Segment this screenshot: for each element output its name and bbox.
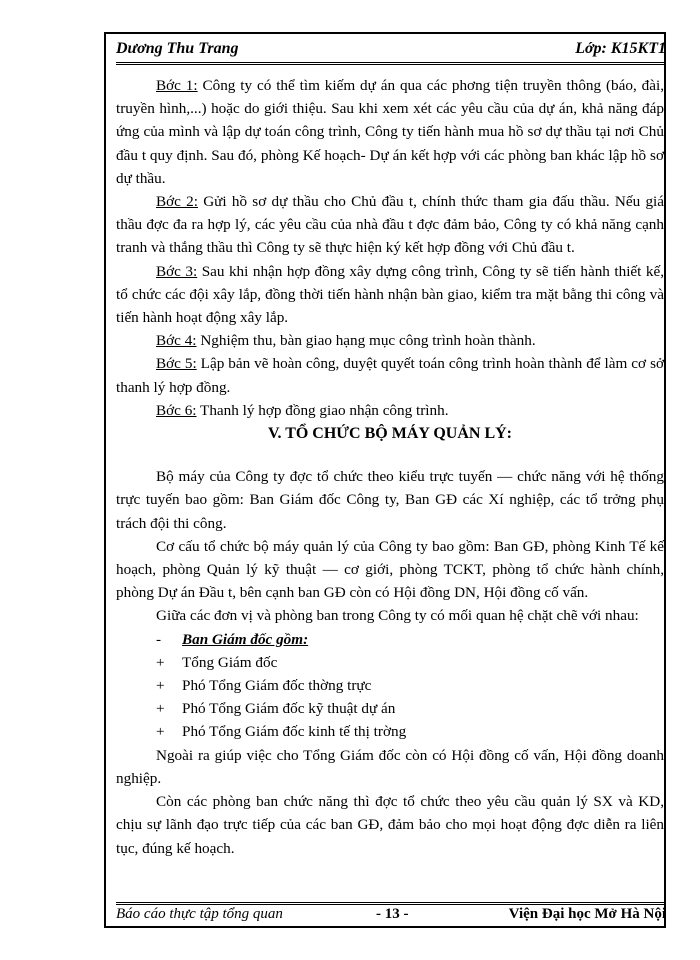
step-paragraph: [116, 190, 664, 260]
step-paragraph: [116, 260, 664, 330]
page-footer: [116, 906, 666, 928]
step-paragraph: [116, 352, 664, 398]
dash-marker: -: [156, 630, 162, 648]
plus-marker: +: [156, 723, 165, 741]
step-text: Sau khi nhận hợp đồng xây dựng công trình, Công ty sẽ tiến hành thiết kế, tổ chức các đội xây lắp, đồng thời tiến hành nhận bàn giao, kiểm tra mặt bằng thi công và tiến hành hoạt động xây lắp.: [116, 262, 664, 327]
step-text: Lập bản vẽ hoàn công, duyệt quyết toán công trình hoàn thành để làm cơ sở thanh lý hợp đồng.: [116, 355, 665, 396]
body-paragraph: Ngoài ra giúp việc cho Tổng Giám đốc còn có Hội đồng cố vấn, Hội đồng doanh nghiệp.: [116, 746, 664, 787]
footer-institution: Viện Đại học Mở Hà Nội: [508, 906, 666, 922]
step-label: Bớc 3:: [156, 262, 198, 280]
page-body: [116, 74, 664, 860]
footer-report-title: Báo cáo thực tập tổng quan: [116, 906, 283, 922]
body-paragraph: Cơ cấu tổ chức bộ máy quản lý của Công ty bao gồm: Ban GĐ, phòng Kinh Tế kế hoạch, phòng Quản lý kỹ thuật — cơ giới, phòng TCKT, phòng tổ chức hành chính, phòng Dự án Đầu t, bên cạnh ban GĐ còn có Hội đồng DN, Hội đồng cố vấn.: [116, 537, 664, 602]
step-label: Bớc 6:: [156, 401, 197, 419]
list-item: [156, 697, 664, 720]
header-author: Dương Thu Trang: [116, 40, 239, 57]
body-paragraph: Còn các phòng ban chức năng thì đợc tổ chức theo yêu cầu quản lý SX và KD, chịu sự lãnh đạo trực tiếp của các ban GĐ, đảm bảo cho mọi hoạt động đợc diễn ra liên tục, đúng kế hoạch.: [116, 793, 664, 857]
section-title: V. TỔ CHỨC BỘ MÁY QUẢN LÝ:: [267, 425, 512, 443]
step-label: Bớc 2:: [156, 193, 198, 211]
list-item: [156, 720, 664, 743]
step-paragraph: [116, 329, 664, 352]
step-label: Bớc 4:: [156, 332, 197, 350]
board-heading: Ban Giám đốc gồm:: [182, 630, 309, 648]
plus-marker: +: [156, 677, 165, 695]
body-paragraph: Bộ máy của Công ty đợc tổ chức theo kiểu trực tuyến — chức năng với hệ thống trực tuyến bao gồm: Ban Giám đốc Công ty, Ban GĐ các Xí nghiệp, các tổ trởng phụ trách đội thi công.: [116, 468, 664, 532]
step-text: Thanh lý hợp đồng giao nhận công trình.: [196, 401, 449, 419]
step-paragraph: [116, 74, 664, 190]
list-item-text: Phó Tổng Giám đốc kỹ thuật dự án: [182, 700, 396, 718]
list-item: [156, 651, 664, 674]
spacer: [116, 445, 664, 465]
page-number: - 13 -: [376, 906, 409, 922]
list-item-text: Tổng Giám đốc: [182, 653, 278, 671]
step-label: Bớc 5:: [156, 355, 197, 373]
step-paragraph: [116, 399, 664, 422]
list-item-text: Phó Tổng Giám đốc thờng trực: [182, 677, 372, 695]
step-text: Gửi hồ sơ dự thầu cho Chủ đầu t, chính thức tham gia đấu thầu. Nếu giá thầu đợc đa ra hợp lý, các yêu cầu của nhà đầu t đợc đảm bảo, Công ty có khả năng cạnh tranh và thắng thầu thì Công ty sẽ thực hiện ký kết hợp đồng với Chủ đầu t.: [116, 193, 664, 257]
step-label: Bớc 1:: [156, 77, 198, 94]
body-paragraph: Giữa các đơn vị và phòng ban trong Công ty có mối quan hệ chặt chẽ với nhau:: [156, 607, 639, 625]
page-header: [116, 40, 666, 64]
footer-rule: [116, 902, 666, 905]
board-heading-line: [156, 628, 664, 651]
list-item: [156, 674, 664, 697]
header-rule: [116, 62, 666, 65]
step-text: Công ty có thể tìm kiếm dự án qua các phơng tiện truyền thông (báo, đài, truyền hình,...) hoặc do giới thiệu. Sau khi xem xét các yêu cầu của dự án, khả năng đáp ứng của mình và lập dự toán công trình, Công ty tiến hành mua hồ sơ dự thầu tại nơi Chủ đầu t quy định. Sau đó, phòng Kế hoạch- Dự án kết hợp với các phòng ban khác lập hồ sơ dự thầu.: [116, 77, 664, 187]
plus-marker: +: [156, 700, 165, 718]
step-text: Nghiệm thu, bàn giao hạng mục công trình hoàn thành.: [196, 332, 536, 350]
list-item-text: Phó Tổng Giám đốc kinh tế thị trờng: [182, 723, 407, 741]
header-class: Lớp: K15KT1: [575, 40, 666, 57]
plus-marker: +: [156, 653, 165, 671]
